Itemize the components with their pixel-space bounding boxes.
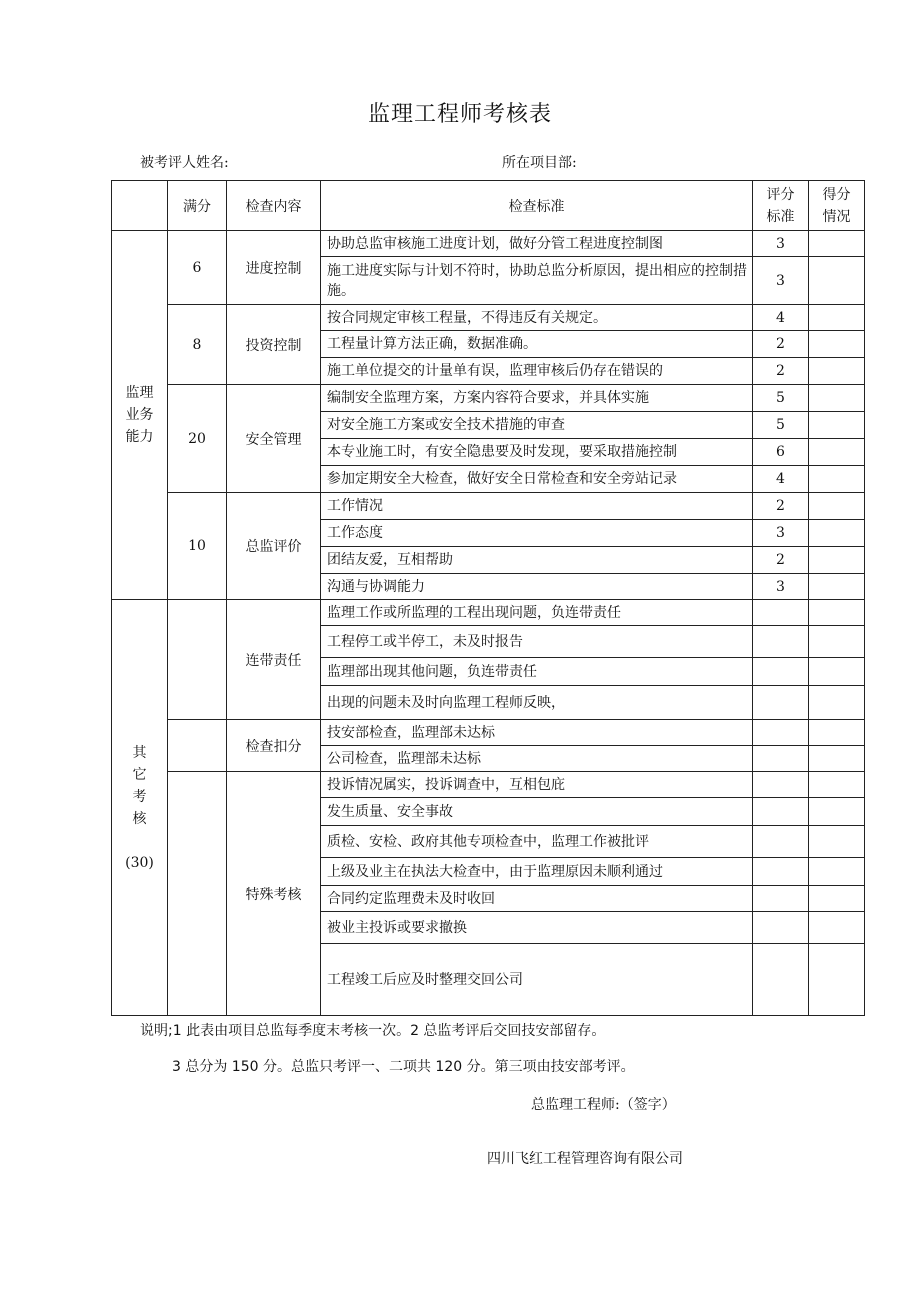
score-cell[interactable] bbox=[809, 520, 865, 547]
section1-label: 监理 业务 能力 bbox=[112, 231, 168, 600]
rating-points-blank bbox=[753, 858, 809, 886]
score-cell[interactable] bbox=[809, 385, 865, 412]
header-rating-standard: 评分 标准 bbox=[753, 181, 809, 231]
rating-points-blank bbox=[753, 658, 809, 686]
rating-points: 4 bbox=[753, 305, 809, 331]
table-row bbox=[112, 600, 865, 626]
score-cell[interactable] bbox=[809, 305, 865, 331]
standard-text: 质检、安检、政府其他专项检查中，监理工作被批评 bbox=[321, 826, 753, 858]
rating-points: 3 bbox=[753, 257, 809, 305]
rating-points-blank bbox=[753, 720, 809, 746]
score-cell[interactable] bbox=[809, 331, 865, 358]
table-row bbox=[112, 493, 865, 520]
rating-points: 6 bbox=[753, 439, 809, 466]
header-standard: 检查标准 bbox=[321, 181, 753, 231]
signature-label: 总监理工程师:（签字） bbox=[531, 1097, 676, 1113]
standard-text: 监理工作或所监理的工程出现问题，负连带责任 bbox=[321, 600, 753, 626]
header-score: 得分 情况 bbox=[809, 181, 865, 231]
score-cell[interactable] bbox=[809, 658, 865, 686]
score-cell[interactable] bbox=[809, 257, 865, 305]
rating-points: 2 bbox=[753, 493, 809, 520]
rating-points: 3 bbox=[753, 231, 809, 257]
note-line-2: 3 总分为 150 分。总监只考评一、二项共 120 分。第三项由技安部考评。 bbox=[172, 1059, 635, 1075]
group-score-blank bbox=[168, 772, 227, 1016]
rating-points: 3 bbox=[753, 520, 809, 547]
standard-text: 合同约定监理费未及时收回 bbox=[321, 886, 753, 912]
standard-text: 团结友爱，互相帮助 bbox=[321, 547, 753, 574]
rating-points-blank bbox=[753, 600, 809, 626]
rating-points-blank bbox=[753, 912, 809, 944]
score-cell[interactable] bbox=[809, 746, 865, 772]
score-cell[interactable] bbox=[809, 826, 865, 858]
group-content: 安全管理 bbox=[227, 385, 321, 493]
group-score-blank bbox=[168, 600, 227, 720]
standard-text: 按合同规定审核工程量，不得违反有关规定。 bbox=[321, 305, 753, 331]
score-cell[interactable] bbox=[809, 858, 865, 886]
score-cell[interactable] bbox=[809, 912, 865, 944]
score-cell[interactable] bbox=[809, 886, 865, 912]
table-row bbox=[112, 385, 865, 412]
table-row bbox=[112, 772, 865, 798]
group-content: 检查扣分 bbox=[227, 720, 321, 772]
standard-text: 沟通与协调能力 bbox=[321, 574, 753, 600]
score-cell[interactable] bbox=[809, 493, 865, 520]
score-cell[interactable] bbox=[809, 626, 865, 658]
rating-points: 2 bbox=[753, 358, 809, 385]
standard-text: 被业主投诉或要求撤换 bbox=[321, 912, 753, 944]
rating-points-blank bbox=[753, 944, 809, 1016]
group-content: 特殊考核 bbox=[227, 772, 321, 1016]
standard-text: 出现的问题未及时向监理工程师反映， bbox=[321, 686, 753, 720]
rating-points: 5 bbox=[753, 412, 809, 439]
project-dept-label: 所在项目部: bbox=[502, 155, 577, 171]
standard-text: 工程竣工后应及时整理交回公司 bbox=[321, 944, 753, 1016]
score-cell[interactable] bbox=[809, 412, 865, 439]
rating-points: 2 bbox=[753, 547, 809, 574]
standard-text: 施工进度实际与计划不符时，协助总监分析原因，提出相应的控制措施。 bbox=[321, 257, 753, 305]
standard-text: 编制安全监理方案，方案内容符合要求，并具体实施 bbox=[321, 385, 753, 412]
table-header-row bbox=[112, 181, 865, 231]
assessment-table bbox=[111, 180, 865, 1016]
standard-text: 上级及业主在执法大检查中，由于监理原因未顺利通过 bbox=[321, 858, 753, 886]
standard-text: 施工单位提交的计量单有误，监理审核后仍存在错误的 bbox=[321, 358, 753, 385]
group-score: 20 bbox=[168, 385, 227, 493]
standard-text: 发生质量、安全事故 bbox=[321, 798, 753, 826]
score-cell[interactable] bbox=[809, 772, 865, 798]
group-content: 进度控制 bbox=[227, 231, 321, 305]
rating-points: 5 bbox=[753, 385, 809, 412]
standard-text: 公司检查，监理部未达标 bbox=[321, 746, 753, 772]
score-cell[interactable] bbox=[809, 574, 865, 600]
standard-text: 对安全施工方案或安全技术措施的审查 bbox=[321, 412, 753, 439]
group-score: 10 bbox=[168, 493, 227, 600]
score-cell[interactable] bbox=[809, 358, 865, 385]
rating-points-blank bbox=[753, 686, 809, 720]
rating-points: 2 bbox=[753, 331, 809, 358]
form-title: 监理工程师考核表 bbox=[367, 102, 552, 127]
rating-points-blank bbox=[753, 798, 809, 826]
group-content: 连带责任 bbox=[227, 600, 321, 720]
group-score: 6 bbox=[168, 231, 227, 305]
group-content: 总监评价 bbox=[227, 493, 321, 600]
rating-points-blank bbox=[753, 772, 809, 798]
rating-points-blank bbox=[753, 826, 809, 858]
standard-text: 参加定期安全大检查，做好安全日常检查和安全旁站记录 bbox=[321, 466, 753, 493]
standard-text: 本专业施工时，有安全隐患要及时发现，要采取措施控制 bbox=[321, 439, 753, 466]
standard-text: 投诉情况属实，投诉调查中，互相包庇 bbox=[321, 772, 753, 798]
header-content: 检查内容 bbox=[227, 181, 321, 231]
header-full-score: 满分 bbox=[168, 181, 227, 231]
score-cell[interactable] bbox=[809, 231, 865, 257]
group-score-blank bbox=[168, 720, 227, 772]
group-score: 8 bbox=[168, 305, 227, 385]
score-cell[interactable] bbox=[809, 600, 865, 626]
standard-text: 工作态度 bbox=[321, 520, 753, 547]
score-cell[interactable] bbox=[809, 798, 865, 826]
section2-label: 其 它 考 核 (30) bbox=[112, 600, 168, 1016]
standard-text: 工程量计算方法正确，数据准确。 bbox=[321, 331, 753, 358]
score-cell[interactable] bbox=[809, 720, 865, 746]
rating-points-blank bbox=[753, 746, 809, 772]
standard-text: 工程停工或半停工，未及时报告 bbox=[321, 626, 753, 658]
evaluatee-name-label: 被考评人姓名: bbox=[140, 155, 229, 171]
standard-text: 监理部出现其他问题，负连带责任 bbox=[321, 658, 753, 686]
score-cell[interactable] bbox=[809, 547, 865, 574]
score-cell[interactable] bbox=[809, 439, 865, 466]
rating-points: 3 bbox=[753, 574, 809, 600]
score-cell[interactable] bbox=[809, 944, 865, 1016]
standard-text: 技安部检查，监理部未达标 bbox=[321, 720, 753, 746]
table-row bbox=[112, 305, 865, 331]
standard-text: 协助总监审核施工进度计划，做好分管工程进度控制图 bbox=[321, 231, 753, 257]
standard-text: 工作情况 bbox=[321, 493, 753, 520]
score-cell[interactable] bbox=[809, 466, 865, 493]
table-row bbox=[112, 720, 865, 746]
rating-points-blank bbox=[753, 626, 809, 658]
rating-points-blank bbox=[753, 886, 809, 912]
group-content: 投资控制 bbox=[227, 305, 321, 385]
rating-points: 4 bbox=[753, 466, 809, 493]
table-row bbox=[112, 231, 865, 257]
header-blank bbox=[112, 181, 168, 231]
score-cell[interactable] bbox=[809, 686, 865, 720]
note-line-1: 说明;1 此表由项目总监每季度末考核一次。2 总监考评后交回技安部留存。 bbox=[140, 1023, 606, 1039]
company-name: 四川飞红工程管理咨询有限公司 bbox=[487, 1151, 683, 1167]
